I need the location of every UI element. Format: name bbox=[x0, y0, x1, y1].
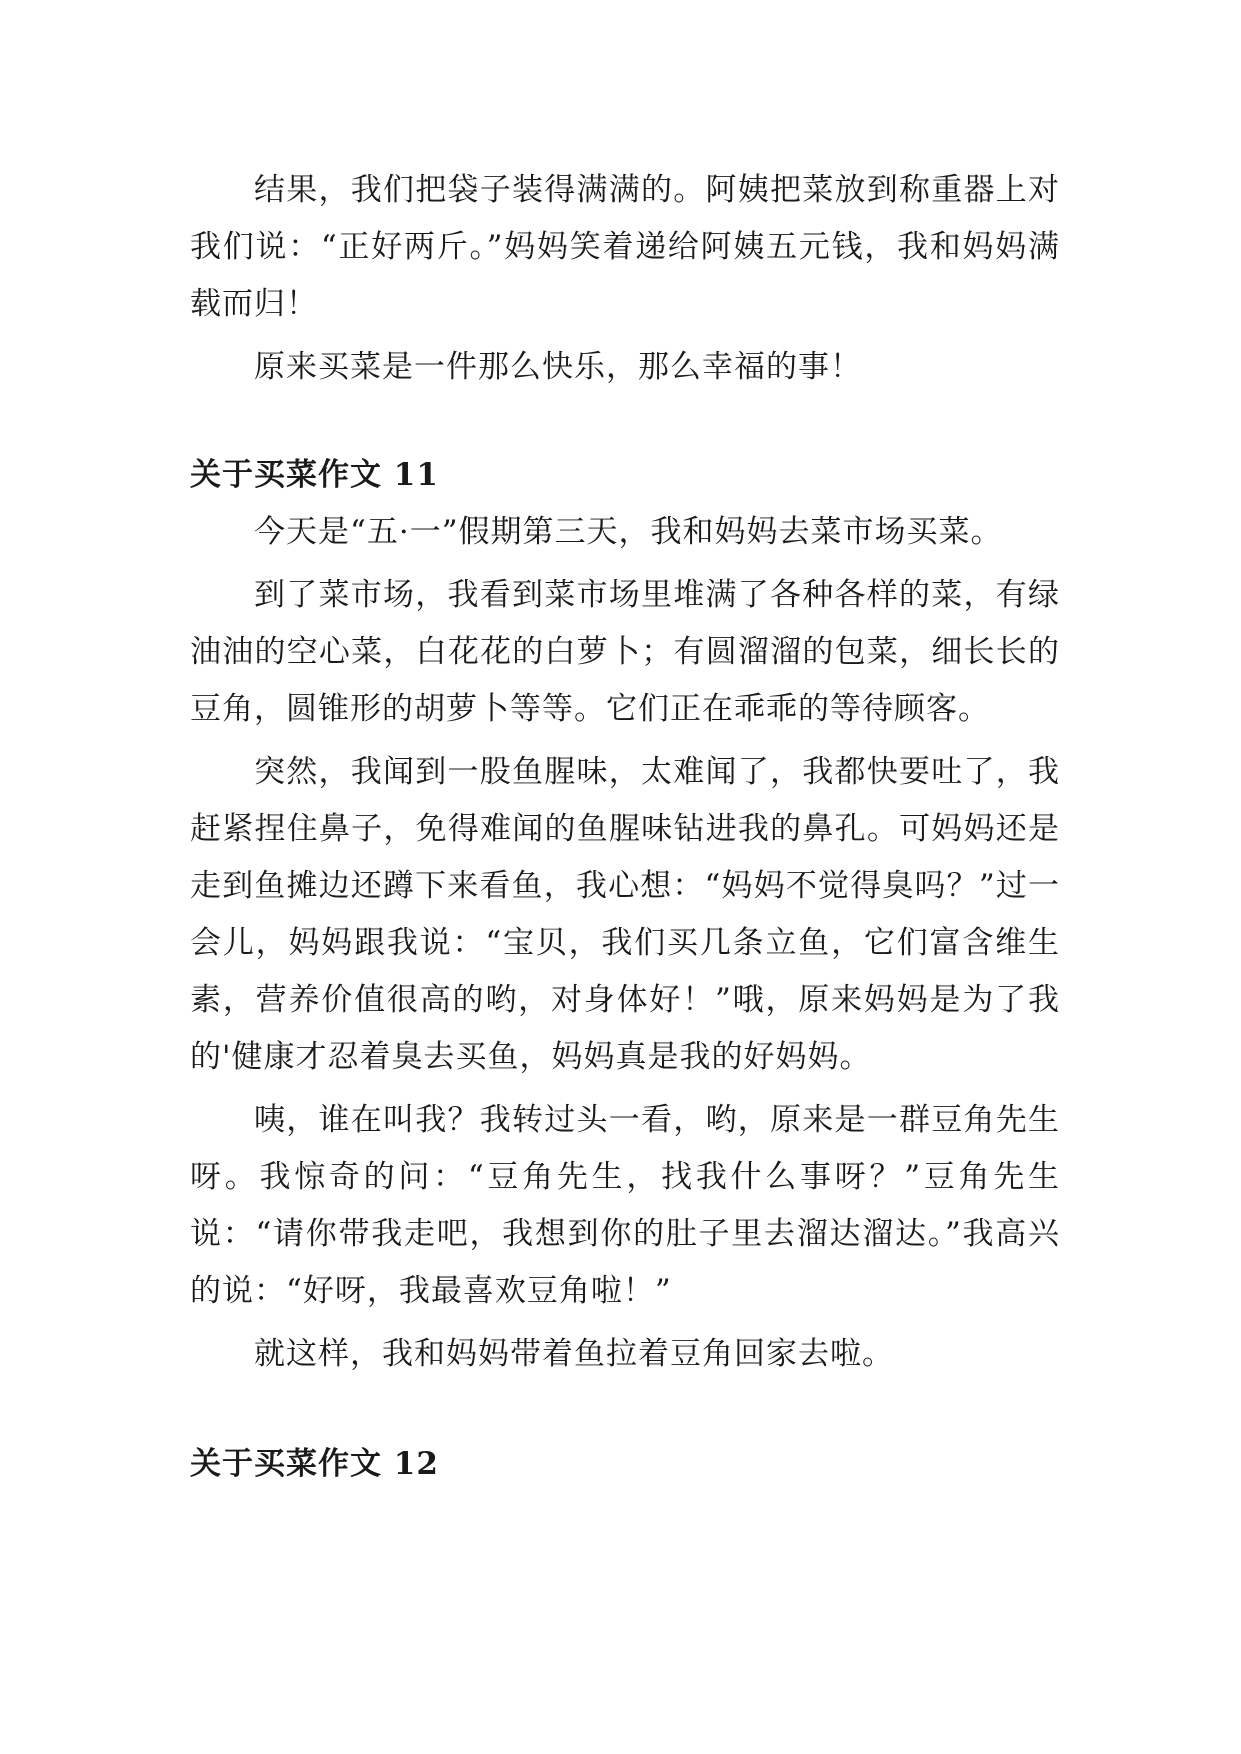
essay-title-11: 关于买菜作文 11 bbox=[190, 457, 439, 493]
paragraph-essay11-fish: 突然，我闻到一股鱼腥味，太难闻了，我都快要吐了，我赶紧捏住鼻子，免得难闻的鱼腥味钻进我的鼻孔。可妈妈还是走到鱼摊边还蹲下来看鱼，我心想：“妈妈不觉得臭吗？”过一会儿，妈妈跟我说：“宝贝，我们买几条立鱼，它们富含维生素，营养价值很高的哟，对身体好！”哦，原来妈妈是为了我的'健康才忍着臭去买鱼，妈妈真是我的好妈妈。 bbox=[190, 754, 1060, 1075]
paragraph-shopping-result: 结果，我们把袋子装得满满的。阿姨把菜放到称重器上对我们说：“正好两斤。”妈妈笑着递给阿姨五元钱，我和妈妈满载而归！ bbox=[190, 172, 1060, 322]
paragraph-essay11-intro: 今天是“五·一”假期第三天，我和妈妈去菜市场买菜。 bbox=[254, 514, 1003, 550]
paragraph-essay11-market: 到了菜市场，我看到菜市场里堆满了各种各样的菜，有绿油油的空心菜，白花花的白萝卜；有圆溜溜的包菜，细长长的豆角，圆锥形的胡萝卜等等。它们正在乖乖的等待顾客。 bbox=[190, 577, 1060, 727]
document-body bbox=[190, 162, 1060, 1493]
essay-title-12: 关于买菜作文 12 bbox=[190, 1446, 439, 1482]
paragraph-shopping-conclusion: 原来买菜是一件那么快乐，那么幸福的事！ bbox=[254, 349, 862, 385]
paragraph-essay11-beans: 咦，谁在叫我？我转过头一看，哟，原来是一群豆角先生呀。我惊奇的问：“豆角先生，找我什么事呀？”豆角先生说：“请你带我走吧，我想到你的肚子里去溜达溜达。”我高兴的说：“好呀，我最喜欢豆角啦！” bbox=[190, 1102, 1060, 1309]
paragraph-essay11-ending: 就这样，我和妈妈带着鱼拉着豆角回家去啦。 bbox=[254, 1336, 894, 1372]
